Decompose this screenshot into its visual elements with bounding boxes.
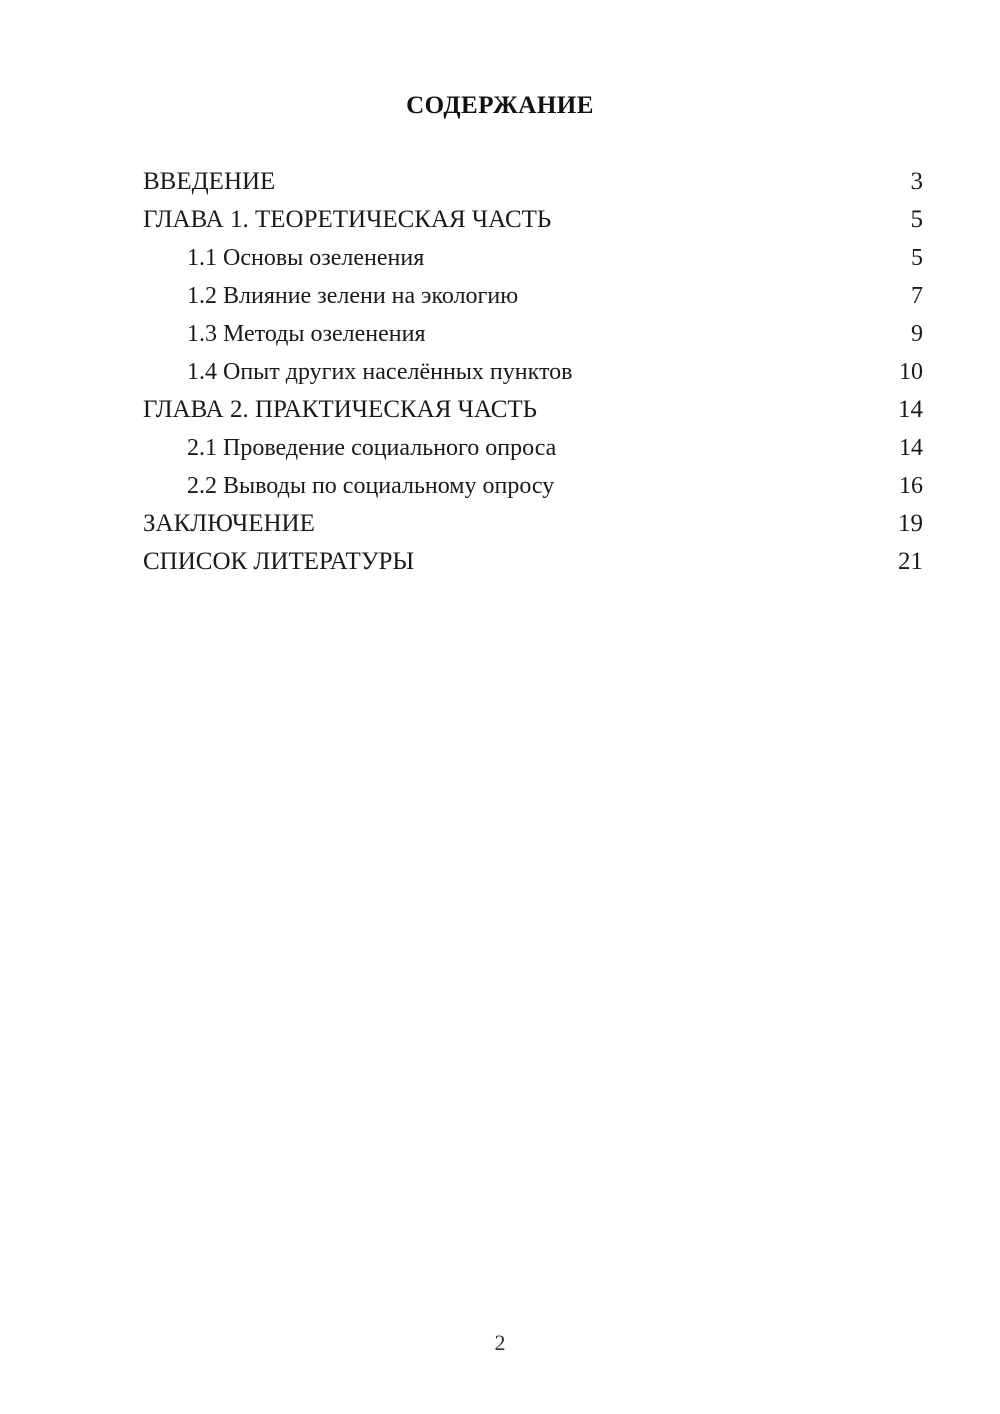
toc-entry-page: 10 bbox=[899, 359, 923, 385]
toc-entry-1-2[interactable] bbox=[143, 277, 925, 315]
page-footer-number: 2 bbox=[494, 1330, 506, 1355]
toc-entry-page: 14 bbox=[899, 435, 923, 461]
toc-entry-vvedenie[interactable] bbox=[143, 163, 925, 201]
toc-entry-label: ЗАКЛЮЧЕНИЕ bbox=[143, 510, 315, 537]
toc-entry-label: 2.2 Выводы по социальному опросу bbox=[187, 473, 555, 499]
toc-entry-page: 14 bbox=[898, 396, 923, 423]
toc-entry-page: 5 bbox=[910, 206, 923, 233]
table-of-contents bbox=[143, 163, 925, 581]
toc-entry-spisok-literatury[interactable] bbox=[143, 543, 925, 581]
toc-entry-1-3[interactable] bbox=[143, 315, 925, 353]
toc-entry-1-1[interactable] bbox=[143, 239, 925, 277]
toc-entry-page: 21 bbox=[898, 548, 923, 575]
toc-entry-2-2[interactable] bbox=[143, 467, 925, 505]
toc-entry-label: 1.1 Основы озеленения bbox=[187, 245, 425, 271]
toc-entry-label: ВВЕДЕНИЕ bbox=[143, 168, 276, 195]
toc-entry-label: 1.4 Опыт других населённых пунктов bbox=[187, 359, 573, 385]
toc-entry-zaklyuchenie[interactable] bbox=[143, 505, 925, 543]
toc-entry-page: 9 bbox=[911, 321, 923, 347]
toc-entry-label: 1.3 Методы озеленения bbox=[187, 321, 426, 347]
toc-entry-glava-1[interactable] bbox=[143, 201, 925, 239]
toc-entry-label: 1.2 Влияние зелени на экологию bbox=[187, 283, 519, 309]
toc-entry-page: 19 bbox=[898, 510, 923, 537]
toc-entry-page: 5 bbox=[911, 245, 923, 271]
toc-entry-label: ГЛАВА 1. ТЕОРЕТИЧЕСКАЯ ЧАСТЬ bbox=[143, 206, 552, 233]
toc-entry-1-4[interactable] bbox=[143, 353, 925, 391]
page-title: СОДЕРЖАНИЕ bbox=[406, 92, 594, 119]
toc-entry-page: 7 bbox=[911, 283, 923, 309]
toc-entry-label: СПИСОК ЛИТЕРАТУРЫ bbox=[143, 548, 415, 575]
toc-entry-label: ГЛАВА 2. ПРАКТИЧЕСКАЯ ЧАСТЬ bbox=[143, 396, 538, 423]
toc-entry-glava-2[interactable] bbox=[143, 391, 925, 429]
toc-entry-page: 3 bbox=[910, 168, 923, 195]
toc-entry-label: 2.1 Проведение социального опроса bbox=[187, 435, 557, 461]
toc-entry-2-1[interactable] bbox=[143, 429, 925, 467]
toc-entry-page: 16 bbox=[899, 473, 923, 499]
